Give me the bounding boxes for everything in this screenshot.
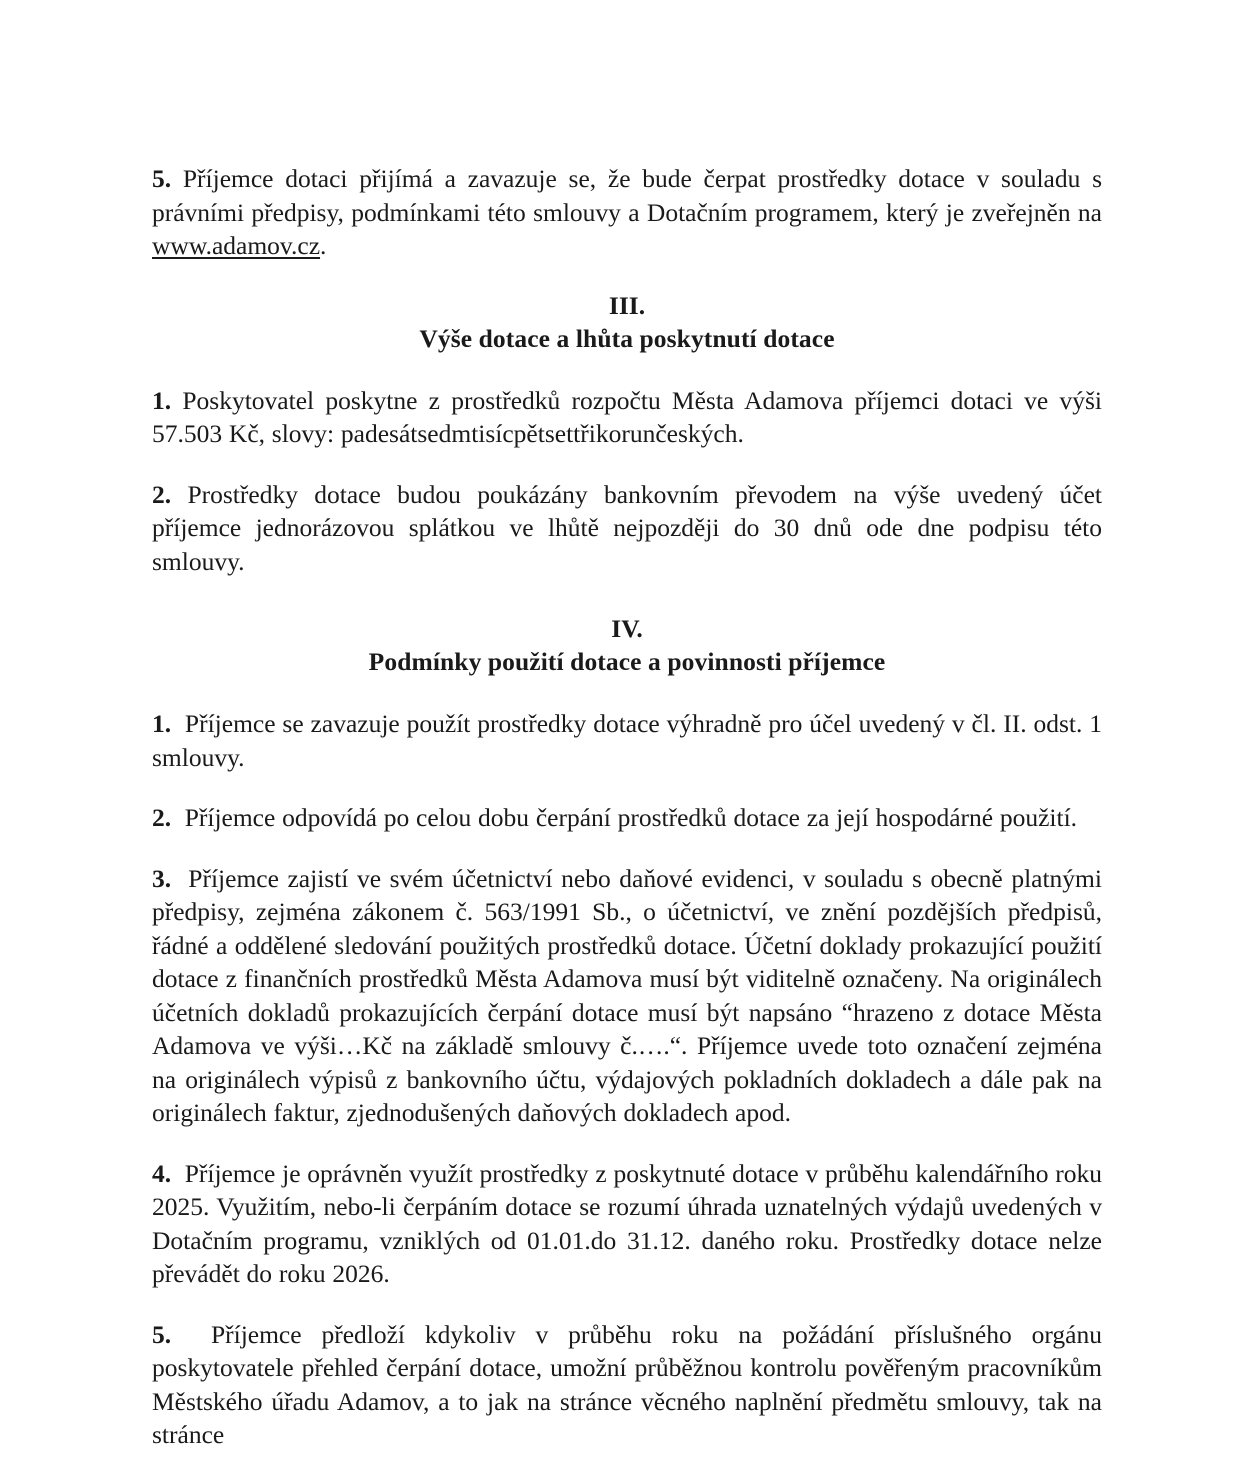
clause-II-item-5-text: Příjemce dotaci přijímá a zavazuje se, že bude čerpat prostředky dotace v souladu s právními předpisy, podmínkami této smlouvy a Dotačním programem, který je zveřejněn na: [152, 164, 1103, 227]
clause-II-item-5-number: 5.: [152, 164, 172, 193]
section-III-item-2: [152, 478, 1102, 579]
section-IV-item-2-number: 2.: [152, 803, 172, 832]
heading-spacer: [152, 605, 1102, 613]
section-IV-item-3-number: 3.: [152, 863, 172, 893]
section-III-item-2-text: Prostředky dotace budou poukázány bankovním převodem na výše uvedený účet příjemce jednorázovou splátkou ve lhůtě nejpozději do 30 dnů ode dne podpisu této smlouvy.: [152, 479, 1102, 576]
section-IV-item-1: [152, 707, 1102, 774]
clause-II-item-5: [152, 162, 1102, 263]
section-IV-heading: [152, 613, 1102, 679]
section-IV-item-4: [152, 1157, 1102, 1291]
adamov-website-link[interactable]: www.adamov.cz: [152, 231, 321, 260]
section-IV-item-5: [152, 1318, 1102, 1452]
section-III-item-1: [152, 384, 1102, 451]
section-IV-item-5-number: 5.: [152, 1319, 172, 1349]
section-IV-item-2: [152, 801, 1102, 835]
section-III-heading: [152, 290, 1102, 356]
section-IV-item-4-text: Příjemce je oprávněn využít prostředky z poskytnuté dotace v průběhu kalendářního roku 2025. Využitím, nebo-li čerpáním dotace se rozumí úhrada uznatelných výdajů uvedených v Dotačním programu, vzniklých od 01.01.do 31.12. daného roku. Prostředky dotace nelze převádět do roku 2026.: [152, 1158, 1102, 1288]
section-IV-item-3-text: Příjemce zajistí ve svém účetnictví nebo daňové evidenci, v souladu s obecně platnými předpisy, zejména zákonem č. 563/1991 Sb., o účetnictví, ve znění pozdějších předpisů, řádné a oddělené sledování použitých prostředků dotace. Účetní doklady prokazující použití dotace z finančních prostředků Města Adamova musí být viditelně označeny. Na originálech účetních dokladů prokazujících čerpání dotace musí být napsáno “hrazeno z dotace Města Adamova ve výši…Kč na základě smlouvy č.….“. Příjemce uvede toto označení zejména na originálech výpisů z bankovního účtu, výdajových pokladních dokladech a dále pak na originálech faktur, zjednodušených daňových dokladech apod.: [152, 863, 1102, 1127]
section-III-item-1-text: Poskytovatel poskytne z prostředků rozpočtu Města Adamova příjemci dotaci ve výši 57.503 Kč, slovy: padesátsedmtisícpětsettřikorunčeských.: [152, 385, 1102, 448]
document-text-column: [152, 162, 1102, 1479]
section-IV-item-1-text: Příjemce se zavazuje použít prostředky dotace výhradně pro účel uvedený v čl. II. odst. 1 smlouvy.: [152, 709, 1102, 772]
section-IV-title: Podmínky použití dotace a povinnosti příjemce: [368, 647, 886, 676]
section-III-item-1-number: 1.: [152, 385, 172, 415]
section-IV-item-2-text: Příjemce odpovídá po celou dobu čerpání prostředků dotace za její hospodárné použití.: [184, 803, 1078, 832]
section-IV-item-1-number: 1.: [152, 709, 172, 738]
section-III-title: Výše dotace a lhůta poskytnutí dotace: [419, 323, 835, 353]
section-III-item-2-number: 2.: [152, 479, 172, 509]
section-IV-roman: IV.: [611, 614, 643, 643]
section-IV-item-4-number: 4.: [152, 1158, 172, 1188]
clause-II-item-5-link-suffix: .: [320, 231, 327, 260]
section-IV-item-5-text: Příjemce předloží kdykoliv v průběhu roku na požádání příslušného orgánu poskytovatele přehled čerpání dotace, umožní průběžnou kontrolu pověřeným pracovníkům Městského úřadu Adamov, a to jak na stránce věcného naplnění předmětu smlouvy, tak na stránce: [152, 1319, 1102, 1449]
section-III-roman: III.: [608, 290, 646, 320]
section-IV-item-3: [152, 862, 1102, 1130]
